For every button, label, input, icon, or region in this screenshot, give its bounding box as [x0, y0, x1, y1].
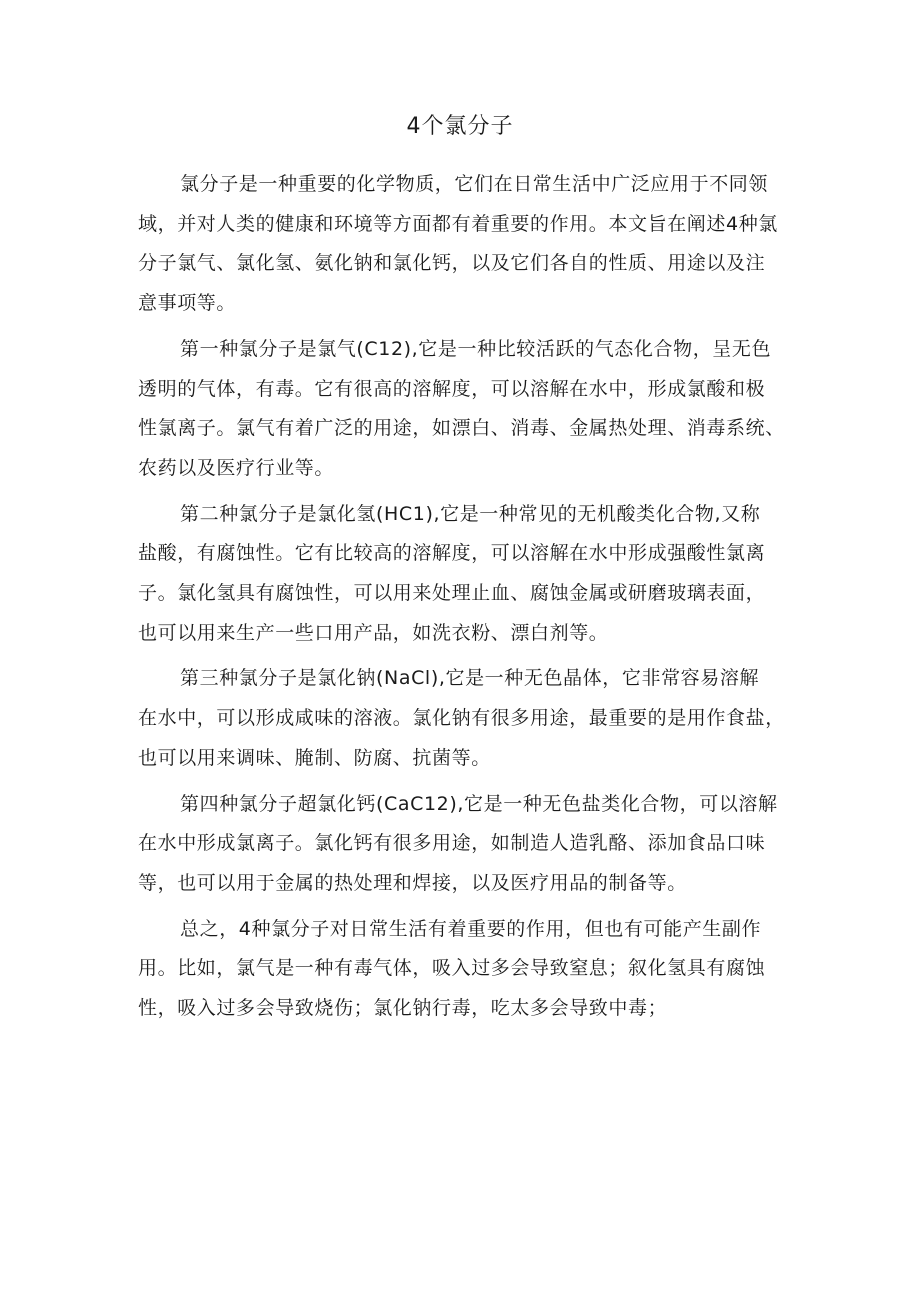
paragraph-sodium-chloride: [138, 659, 798, 778]
paragraph-intro: [138, 165, 798, 324]
paragraph-hydrogen-chloride: [138, 495, 798, 654]
text-line: 性，吸入过多会导致烧伤；氯化钠行毒，吃太多会导致中毒；: [138, 997, 668, 1020]
text-line: 透明的气体，有毒。它有很高的溶解度，可以溶解在水中，形成氯酸和极: [138, 377, 766, 400]
text-line: 意事项等。: [138, 292, 237, 315]
text-line: 等，也可以用于金属的热处理和焊接，以及医疗用品的制备等。: [138, 871, 687, 894]
text-line: 域，并对人类的健康和环境等方面都有着重要的作用。本文旨在阐述4种氯: [138, 212, 778, 235]
text-line: 子。氯化氢具有腐蚀性，可以用来处理止血、腐蚀金属或研磨玻璃表面，: [138, 582, 766, 605]
paragraph-calcium-chloride: [138, 785, 798, 904]
text-line: 也可以用来生产一些口用产品，如洗衣粉、漂白剂等。: [138, 621, 609, 644]
document-body: [138, 165, 798, 1035]
text-line: 盐酸，有腐蚀性。它有比较高的溶解度，可以溶解在水中形成强酸性氯离: [138, 542, 766, 565]
text-line: 性氯离子。氯气有着广泛的用途，如漂白、消毒、金属热处理、消毒系统、: [138, 417, 785, 440]
paragraph-summary: [138, 910, 798, 1029]
text-line: 在水中形成氯离子。氯化钙有很多用途，如制造人造乳酪、添加食品口味: [138, 832, 766, 855]
text-line: 第二种氯分子是氯化氢(HC1),它是一种常见的无机酸类化合物,又称: [180, 502, 761, 525]
text-line: 总之，4种氯分子对日常生活有着重要的作用，但也有可能产生副作: [180, 917, 762, 940]
text-line: 第三种氯分子是氯化钠(NaCl),它是一种无色晶体，它非常容易溶解: [180, 667, 760, 690]
text-line: 氯分子是一种重要的化学物质，它们在日常生活中广泛应用于不同领: [180, 173, 769, 195]
text-line: 农药以及医疗行业等。: [138, 456, 335, 479]
text-line: 用。比如，氯气是一种有毒气体，吸入过多会导致窒息；叙化氢具有腐蚀: [138, 957, 766, 980]
paragraph-chlorine: [138, 330, 798, 489]
text-line: 也可以用来调味、腌制、防腐、抗菌等。: [138, 746, 491, 769]
text-line: 第四种氯分子超氯化钙(CaC12),它是一种无色盐类化合物，可以溶解: [180, 792, 778, 815]
text-line: 第一种氯分子是氯气(C12),它是一种比较活跃的气态化合物，呈无色: [180, 337, 772, 360]
text-line: 在水中，可以形成咸味的溶液。氯化钠有很多用途，最重要的是用作食盐，: [138, 707, 785, 730]
text-line: 分子氯气、氯化氢、氨化钠和氯化钙，以及它们各自的性质、用途以及注: [138, 252, 766, 275]
document-title: 4个氯分子: [406, 114, 514, 139]
